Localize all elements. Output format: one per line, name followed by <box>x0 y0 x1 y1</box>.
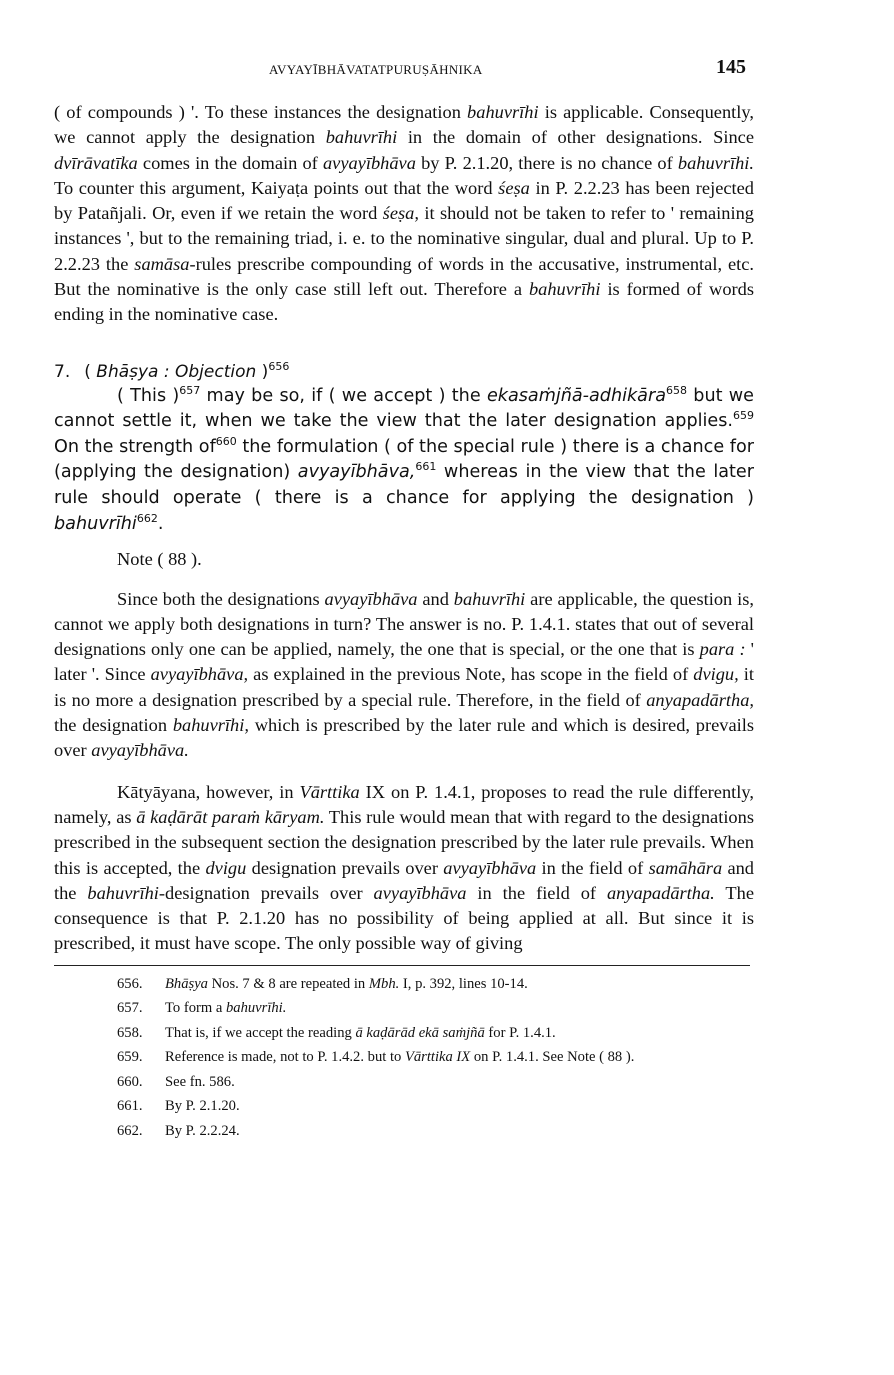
footnote <box>54 1094 754 1119</box>
text-run: -rules prescribe compounding of words in the accusative, instrumental, etc. But the nominative is the only case still left out. Therefore a <box>54 253 754 300</box>
italic-term: Vārttika <box>299 781 360 802</box>
italic-term: bahuvrīhi. <box>677 152 754 173</box>
italic-term: bahuvrīhi <box>325 127 398 148</box>
running-title: AVYAYĪBHĀVATATPURUṢĀHNIKA <box>269 62 483 77</box>
italic-term: anyapadārtha. <box>606 882 715 903</box>
text-run: ( <box>84 361 97 382</box>
running-head <box>54 56 754 86</box>
italic-term: Mbh. <box>368 975 400 992</box>
italic-term: bahuvrīhi, <box>172 715 249 736</box>
footnote-ref: 661 <box>415 460 437 474</box>
text-run: whereas in the view that the later rule should operate ( there is a chance for applying the designation ) <box>54 462 754 509</box>
text-run: the formulation ( of the special rule ) there is a chance for (applying the designation) <box>54 436 754 483</box>
italic-term: śeṣa, <box>382 203 419 224</box>
footnote-divider <box>54 965 750 966</box>
text-run: on P. 1.4.1. See Note ( 88 ). <box>470 1049 635 1066</box>
text-run: Since both the designations <box>117 588 325 609</box>
italic-term: ā kaḍārāt paraṁ kāryam. <box>136 806 325 827</box>
footnote-number: 657. <box>117 1000 143 1017</box>
text-run: in the domain of other designations. Since <box>397 127 754 148</box>
text-run: Reference is made, not to P. 1.4.2. but to <box>165 1049 405 1066</box>
italic-term: avyayībhāva <box>373 882 467 903</box>
note-paragraph-1 <box>54 587 754 764</box>
text-run: and the <box>54 857 755 903</box>
footnote-ref: 660 <box>215 434 237 448</box>
text-run: See fn. 586. <box>165 1073 235 1090</box>
italic-term: bahuvrīhi <box>54 513 137 534</box>
footnote-ref: 662 <box>136 511 158 525</box>
text-run: may be so, if ( we accept ) the <box>200 385 487 406</box>
italic-term: dvigu, <box>693 664 739 685</box>
italic-term: avyayībhāva <box>443 857 537 878</box>
text-run: for P. 1.4.1. <box>484 1024 556 1041</box>
footnote <box>54 1070 754 1095</box>
book-page <box>54 56 754 1143</box>
italic-term: para : <box>699 639 746 660</box>
text-run: -designation prevails over <box>158 882 374 903</box>
footnote-ref: 658 <box>665 383 687 397</box>
italic-term: bahuvrīhi <box>453 588 526 609</box>
footnote <box>54 1045 754 1070</box>
italic-term: śeṣa <box>498 177 530 198</box>
italic-term: Bhāṣya <box>165 975 208 992</box>
text-run: by P. 2.1.20, there is no chance of <box>415 152 678 173</box>
footnote-ref: 657 <box>179 383 201 397</box>
text-run: IX on P. 1.4.1, proposes to read the rule differently, namely, as <box>54 781 754 827</box>
text-run: ( of compounds ) '. To these instances the designation <box>54 102 468 122</box>
text-run: which is prescribed by the later rule and which is desired, prevails over <box>54 715 754 761</box>
footnote <box>54 1119 754 1144</box>
text-run: as explained in the previous Note, has scope in the field of <box>248 664 694 685</box>
footnote-number: 658. <box>117 1024 143 1041</box>
italic-term: ā kaḍārād ekā saṁjñā <box>355 1024 485 1041</box>
text-run: it is no more a designation prescribed by a special rule. Therefore, in the field of <box>54 664 754 710</box>
italic-term: anyapadārtha, <box>646 689 754 710</box>
italic-term: avyayībhāva, <box>150 664 249 685</box>
italic-term: bahuvrīhi <box>467 102 539 122</box>
italic-term: avyayībhāva <box>324 588 418 609</box>
text-run: I, p. 392, lines 10-14. <box>399 975 528 992</box>
italic-term: avyayībhāva. <box>91 740 189 761</box>
footnote-number: 659. <box>117 1049 143 1066</box>
text-run: ) <box>256 361 269 382</box>
footnote-ref: 656 <box>268 359 290 373</box>
italic-term: avyayībhāva, <box>297 462 416 483</box>
text-run: ( This ) <box>117 385 180 406</box>
text-run: The consequence is that P. 2.1.20 has no possibility of being applied at all. But since it is prescribed, it must have scope. The only possible way of giving <box>54 882 754 954</box>
text-run: On the strength of <box>54 436 216 457</box>
italic-term: dvigu <box>205 857 247 878</box>
text-run: To counter this argument, Kaiyaṭa points out that the word <box>54 177 499 198</box>
text-run: in the field of <box>536 857 649 878</box>
italic-term: avyayībhāva <box>322 152 416 173</box>
text-run: comes in the domain of <box>137 152 323 173</box>
section-heading <box>54 360 754 384</box>
text-run: ' later '. Since <box>54 639 755 685</box>
section-number: 7. <box>54 361 71 382</box>
text-run: This rule would mean that with regard to the designations prescribed in the subsequent section the designation prescribed by the later rule prevails. When this is accepted, the <box>54 806 754 878</box>
italic-term: bahuvrīhi. <box>225 1000 287 1017</box>
text-run: By P. 2.2.24. <box>165 1122 240 1139</box>
italic-term: dvīrāvatīka <box>54 152 138 173</box>
text-run: is applicable. Consequently, we cannot apply the designation <box>54 102 754 148</box>
italic-term: ekasaṁjñā-adhikāra <box>486 385 666 406</box>
text-run: That is, if we accept the reading <box>165 1024 356 1041</box>
text-run: in the field of <box>466 882 607 903</box>
italic-term: bahuvrīhi <box>87 882 159 903</box>
text-run: To form a <box>165 1000 226 1017</box>
body-paragraph-compounds <box>54 100 754 328</box>
note-label: Note ( 88 ). <box>117 549 202 570</box>
text-run: By P. 2.1.20. <box>165 1098 240 1115</box>
text-run: designation prevails over <box>246 857 444 878</box>
text-run: Kātyāyana, however, in <box>117 781 300 802</box>
footnote <box>54 996 754 1021</box>
italic-term: Vārttika IX <box>404 1049 471 1066</box>
text-run: and <box>417 588 454 609</box>
text-run: but we cannot settle it, when we take the view that the later designation applies. <box>54 385 754 432</box>
bhasya-translation <box>54 384 754 538</box>
italic-term: samāhāra <box>648 857 723 878</box>
footnote-number: 656. <box>117 975 143 992</box>
text-run: Nos. 7 & 8 are repeated in <box>207 975 369 992</box>
text-run: in P. 2.2.23 has been rejected by Patañjali. Or, even if we retain the word <box>54 177 754 224</box>
note-paragraph-2 <box>54 780 754 957</box>
footnote-number: 661. <box>117 1098 143 1115</box>
section-title: Bhāṣya : Objection <box>96 361 257 382</box>
text-run: are applicable, the question is, cannot we apply both designations in turn? The answer is no. P. 1.4.1. states that out of several designations only one can be applied, namely, the one that is special, or the one that is <box>54 588 754 660</box>
text-run: the designation <box>54 715 173 736</box>
footnote-ref: 659 <box>733 409 754 423</box>
page-number: 145 <box>716 56 746 78</box>
italic-term: samāsa <box>134 253 190 274</box>
italic-term: bahuvrīhi <box>528 279 601 300</box>
footnote-number: 660. <box>117 1073 143 1090</box>
footnote-number: 662. <box>117 1122 143 1139</box>
text-run: . <box>157 513 164 534</box>
footnote <box>54 1021 754 1046</box>
footnote <box>54 972 754 997</box>
text-run: is formed of words ending in the nominative case. <box>54 279 754 325</box>
text-run: it should not be taken to refer to ' remaining instances ', but to the remaining triad, i. e. to the nominative singular, dual and plural. Up to P. 2.2.23 the <box>54 203 754 274</box>
footnotes <box>54 972 754 1144</box>
